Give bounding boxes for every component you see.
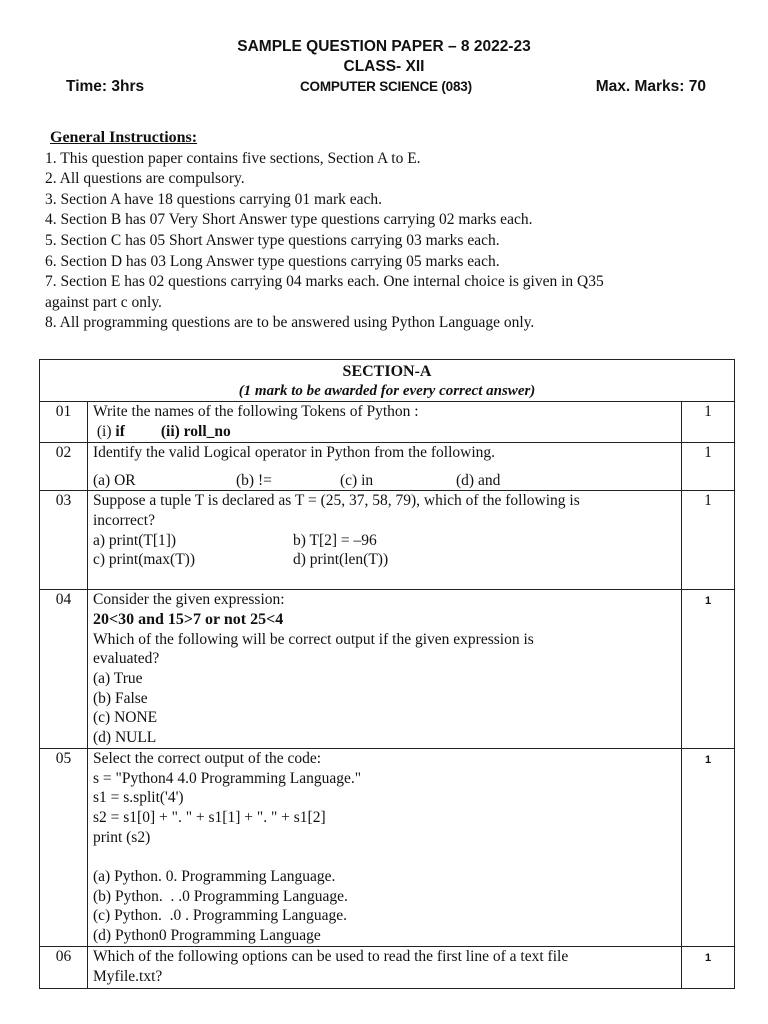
question-row bbox=[40, 491, 735, 590]
time-label: Time: 3hrs bbox=[66, 78, 145, 95]
section-subtitle: (1 mark to be awarded for every correct answer) bbox=[238, 382, 536, 399]
paper-title: SAMPLE QUESTION PAPER – 8 2022-23 bbox=[237, 38, 531, 55]
expression: 20<30 and 15>7 or not 25<4 bbox=[93, 610, 284, 628]
instruction-item: 5. Section C has 05 Short Answer type questions carrying 03 marks each. bbox=[45, 231, 500, 249]
question-text: Which of the following options can be used to read the first line of a text file Myfile.txt? bbox=[88, 946, 682, 988]
header-row bbox=[0, 78, 768, 98]
question-table bbox=[39, 359, 735, 989]
question-number: 01 bbox=[40, 402, 88, 442]
instruction-item: 1. This question paper contains five sections, Section A to E. bbox=[45, 149, 421, 167]
question-mark: 1 bbox=[682, 442, 735, 490]
question-number: 03 bbox=[40, 491, 88, 590]
instruction-item: 8. All programming questions are to be answered using Python Language only. bbox=[45, 314, 535, 332]
question-text: Identify the valid Logical operator in Python from the following. (a) OR (b) != (c) in (d) and bbox=[88, 442, 682, 490]
instruction-item: 6. Section D has 03 Long Answer type questions carrying 05 marks each. bbox=[45, 252, 500, 270]
question-mark: 1 bbox=[682, 748, 735, 946]
instruction-item: 2. All questions are compulsory. bbox=[45, 170, 245, 188]
question-mark: 1 bbox=[682, 590, 735, 749]
class-label: CLASS- XII bbox=[343, 58, 425, 75]
question-text: Consider the given expression: 20<30 and 15>7 or not 25<4 Which of the following will be correct output if the given expression is evaluated? (a) True (b) False (c) NONE (d) NULL bbox=[88, 590, 682, 749]
question-number: 02 bbox=[40, 442, 88, 490]
instruction-item: 4. Section B has 07 Very Short Answer type questions carrying 02 marks each. bbox=[45, 211, 533, 229]
question-mark: 1 bbox=[682, 491, 735, 590]
question-row bbox=[40, 946, 735, 988]
question-mark: 1 bbox=[682, 402, 735, 442]
question-text: Write the names of the following Tokens of Python : (i) if (ii) roll_no bbox=[88, 402, 682, 442]
question-row bbox=[40, 590, 735, 749]
question-text: Suppose a tuple T is declared as T = (25, 37, 58, 79), which of the following is incorrect? a) print(T[1]) b) T[2] = –96 c) print(max(T)) d) print(len(T)) bbox=[88, 491, 682, 590]
question-number: 06 bbox=[40, 946, 88, 988]
subject-label: COMPUTER SCIENCE (083) bbox=[300, 79, 472, 94]
question-number: 05 bbox=[40, 748, 88, 946]
question-number: 04 bbox=[40, 590, 88, 749]
section-title: SECTION-A bbox=[342, 363, 432, 380]
section-header-row bbox=[40, 360, 735, 402]
instruction-item: 3. Section A have 18 questions carrying 01 mark each. bbox=[45, 190, 383, 208]
instruction-item: 7. Section E has 02 questions carrying 04 marks each. One internal choice is given in Q35 bbox=[45, 273, 604, 291]
max-marks-label: Max. Marks: 70 bbox=[595, 78, 706, 95]
question-text: Select the correct output of the code: s = "Python4 4.0 Programming Language." s1 = s.split('4') s2 = s1[0] + ". " + s1[1] + ". " + s1[2] print (s2) (a) Python. 0. Programming Language. (b) Python. . .0 Programming Language. (c) Python. .0 . Programming Language. (d) Python0 Programming Language bbox=[88, 748, 682, 946]
instructions-title: General Instructions: bbox=[50, 129, 198, 146]
question-mark: 1 bbox=[682, 946, 735, 988]
question-row bbox=[40, 748, 735, 946]
question-row bbox=[40, 442, 735, 490]
instruction-item: against part c only. bbox=[45, 293, 162, 311]
general-instructions bbox=[45, 128, 735, 334]
question-row bbox=[40, 402, 735, 442]
